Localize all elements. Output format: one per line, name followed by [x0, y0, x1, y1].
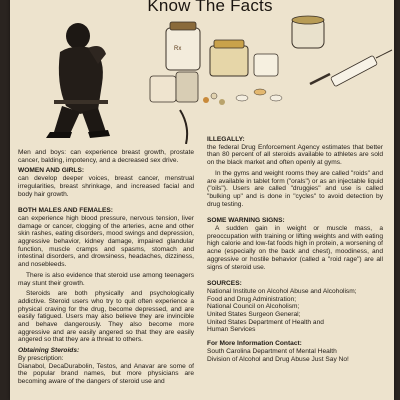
women-heading: WOMEN AND GIRLS:: [18, 167, 85, 175]
by-prescription: By prescription:: [18, 354, 64, 362]
right-column: [207, 136, 383, 363]
svg-text:Rx: Rx: [174, 46, 182, 52]
info-heading: For More Information Contact:: [207, 340, 302, 348]
addictive-text: Steroids are both physically and psychologically addictive. Steroid users who try to quit often experience a physical craving for the drug, become depressed, and are easily fatigued. Users may also believe they are invincible and behave dangerously. They also become more aggressive and are easily angered so that they are easily angered so that they are a threat to others.: [18, 290, 194, 344]
source-item: Human Services: [207, 326, 256, 334]
thinking-man-icon: [46, 23, 110, 138]
women-text: can develop deeper voices, breast cancer, menstrual irregularities, breast shrinkage, and increased facial and body hair growth.: [18, 175, 194, 198]
poster-page: [10, 0, 394, 400]
both-text-2: There is also evidence that steroid use among teenagers may stunt their growth.: [18, 271, 194, 287]
illegally-text: the federal Drug Enforcement Agency estimates that better than 80 percent of all steroids available to athletes are sold on the black market and often openly at gyms.: [207, 143, 383, 167]
both-text: can experience high blood pressure, nervous tension, liver damage or cancer, clogging of the arteries, acne and other skin rashes, eating disorders, mood swings and depression, aggressive behavior, kidney damage, impaired glandular function, muscle cramps and spasms, stomach and intestinal disorders, and drowsiness, headaches, dizziness, and nosebleeds.: [18, 214, 194, 269]
drip-line: [180, 110, 187, 144]
warning-text: A sudden gain in weight or muscle mass, a preoccupation with training or lifting weights and with eating high calorie and low-fat foods high in protein, a worsening of acne (especially on the back and chest), moodiness, and aggressive or hostile behavior (called a "roid rage") are all signs of steroid use.: [207, 225, 383, 271]
gyms-text: In the gyms and weight rooms they are called "roids" and are available in tablet form ("orals") or as an injectable liquid ("oils"). Users are called "druggies" and use is called "bulking up" and is done in "cycles" to avoid detection by drug testing.: [207, 169, 383, 208]
prescription-text: Dianabol, DecaDurabolin, Testos, and Anavar are some of the popular brand names, but more physicians are becoming aware of the dangers of steroid use and: [18, 362, 194, 385]
illegally-heading: ILLEGALLY:: [207, 136, 245, 143]
source-item: Food and Drug Administration;: [207, 295, 297, 303]
illustration: [10, 14, 394, 144]
pill-jars-icon: [150, 16, 324, 105]
contact-line: Division of Alcohol and Drug Abuse Just Say No!: [207, 355, 349, 363]
obtaining-heading: Obtaining Steroids:: [18, 347, 80, 355]
source-item: National Council on Alcoholism;: [207, 303, 300, 311]
men-text: Men and boys: can experience breast growth, prostate cancer, balding, impotency, and a decreased sex drive.: [18, 149, 194, 164]
source-item: United States Surgeon General;: [207, 311, 301, 319]
warning-heading: SOME WARNING SIGNS:: [207, 217, 285, 225]
syringe-icon: [310, 50, 392, 87]
page-title: Know The Facts: [147, 0, 273, 15]
both-heading: BOTH MALES AND FEMALES:: [18, 207, 113, 215]
source-item: United States Department of Health and: [207, 318, 324, 326]
left-column: [18, 149, 194, 389]
source-item: National Institute on Alcohol Abuse and Alcoholism;: [207, 287, 357, 295]
sources-heading: SOURCES:: [207, 280, 242, 288]
contact-line: South Carolina Department of Mental Health: [207, 347, 337, 355]
